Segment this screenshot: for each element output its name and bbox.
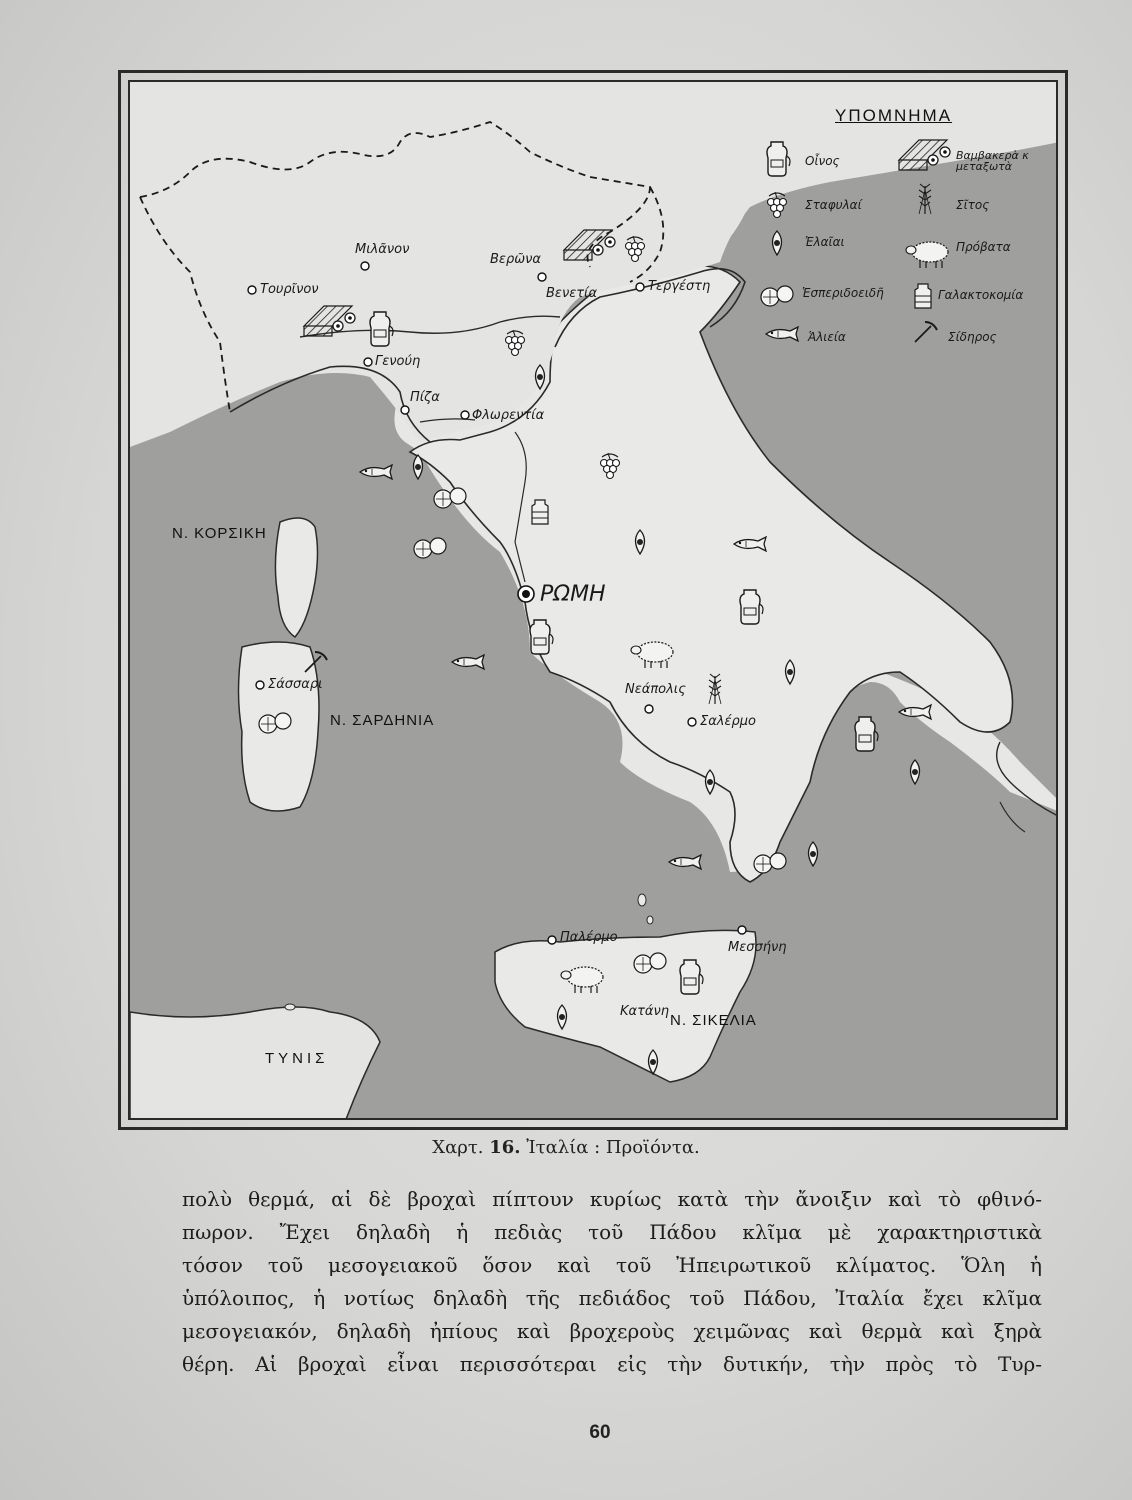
body-line: ὑπόλοιπος, ἡ νοτίως δηλαδὴ τῆς πεδιάδος τοῦ Πάδου, Ἰταλία ἔχει κλῖμα — [182, 1286, 1042, 1310]
body-paragraph — [182, 1183, 1042, 1381]
city-label-pisa: Πίζα — [410, 390, 440, 405]
map-figure — [118, 70, 1068, 1130]
legend-fishing-label: Ἁλιεία — [808, 330, 846, 344]
body-line: τόσον τοῦ μεσογειακοῦ ὅσον καὶ τοῦ Ἠπειρωτικοῦ κλίματος. Ὅλη ἡ — [182, 1253, 1042, 1277]
page-number: 60 — [589, 1422, 611, 1443]
region-label-sardinia: Ν. ΣΑΡΔΗΝΙΑ — [330, 712, 435, 729]
body-line: πολὺ θερμά, αἱ δὲ βροχαὶ πίπτουν κυρίως κατὰ τὴν ἄνοιξιν καὶ τὸ φθινό- — [182, 1187, 1042, 1211]
region-label-corsica: Ν. ΚΟΡΣΙΚΗ — [172, 525, 267, 542]
city-label-rome: ΡΩΜΗ — [540, 582, 606, 607]
body-line: μεσογειακόν, δηλαδὴ ἠπίους καὶ βροχεροὺς χειμῶνας καὶ θερμὰ καὶ ξηρὰ — [182, 1319, 1042, 1343]
legend-dairy-label: Γαλακτοκομία — [938, 288, 1024, 302]
city-label-genoa: Γενούη — [375, 354, 421, 369]
city-label-verona: Βερῶνα — [490, 252, 541, 267]
city-label-venice: Βενετία — [546, 286, 598, 301]
legend-cotton-label: Βαμβακερὰ κ μεταξωτὰ — [956, 149, 1029, 173]
legend-wheat-label: Σῖτος — [956, 198, 990, 212]
city-label-sassari: Σάσσαρι — [268, 677, 323, 692]
legend-citrus-label: Ἑσπεριδοειδῆ — [802, 286, 884, 300]
city-label-catania: Κατάνη — [620, 1004, 669, 1019]
legend-title: ΥΠΟΜΝΗΜΑ — [835, 106, 953, 125]
region-label-tunis: ΤΥΝΙΣ — [265, 1050, 329, 1067]
city-label-florence: Φλωρεντία — [472, 408, 545, 423]
body-line: πωρον. Ἔχει δηλαδὴ ἡ πεδιὰς τοῦ Πάδου κλῖμα μὲ χαρακτηριστικὰ — [182, 1220, 1042, 1244]
legend-wine-label: Οἶνος — [805, 154, 840, 168]
legend-sheep-label: Πρόβατα — [956, 240, 1011, 254]
caption-prefix: Χαρτ. — [432, 1137, 484, 1158]
city-label-palermo: Παλέρμο — [560, 930, 618, 945]
legend-olive-label: Ἐλαῖαι — [805, 235, 845, 249]
caption-text: Ἰταλία : Προϊόντα. — [526, 1137, 700, 1158]
city-label-messina: Μεσσήνη — [728, 940, 787, 955]
region-label-sicily: Ν. ΣΙΚΕΛΙΑ — [670, 1012, 757, 1029]
legend-iron-label: Σίδηρος — [948, 330, 997, 344]
city-label-turin: Τουρῖνον — [260, 282, 319, 297]
city-label-salerno: Σαλέρμο — [700, 714, 756, 729]
city-label-milan: Μιλᾶνον — [355, 242, 410, 257]
figure-caption — [0, 1137, 1132, 1158]
body-line: θέρη. Αἱ βροχαὶ εἶναι περισσότεραι εἰς τὴν δυτικήν, τὴν πρὸς τὸ Τυρ- — [182, 1352, 1042, 1376]
city-label-trieste: Τεργέστη — [648, 279, 711, 294]
city-label-naples: Νεάπολις — [625, 682, 686, 697]
caption-number: 16. — [489, 1137, 521, 1158]
map-area — [128, 80, 1058, 1120]
legend-grapes-label: Σταφυλαί — [805, 198, 862, 212]
